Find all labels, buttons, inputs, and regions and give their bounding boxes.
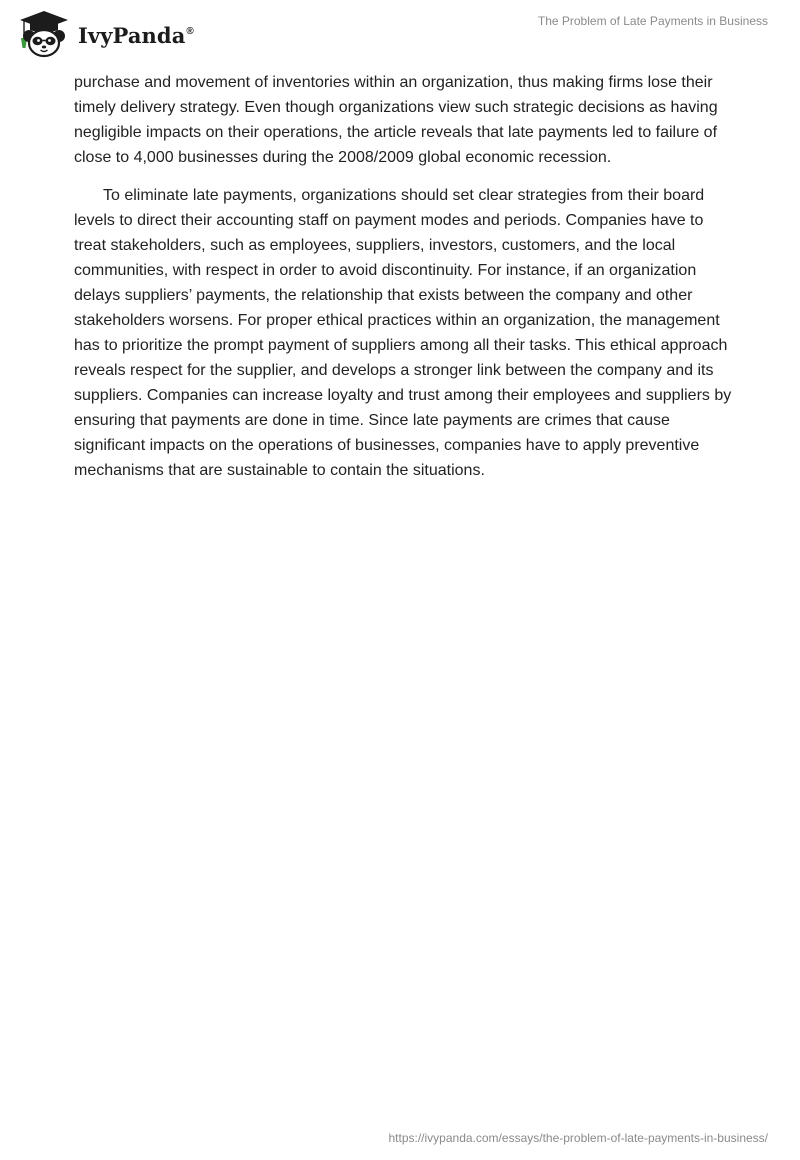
- paragraph: To eliminate late payments, organizations should set clear strategies from their board levels to direct their accounting staff on payment modes and periods. Companies have to treat stakeholders, such as employees, suppliers, investors, customers, and the local communities, with respect in order to avoid discontinuity. For instance, if an organization delays suppliers’ payments, the relationship that exists between the company and other stakeholders worsens. For proper ethical practices within an organization, the management has to prioritize the prompt payment of suppliers among all their tasks. This ethical approach reveals respect for the supplier, and develops a stronger link between the company and its suppliers. Companies can increase loyalty and trust among their employees and suppliers by ensuring that payments are done in time. Since late payments are crimes that cause significant impacts on the operations of businesses, companies have to apply preventive mechanisms that are sustainable to contain the situations.: [74, 187, 732, 479]
- registered-mark: ®: [186, 25, 194, 37]
- page-header: [0, 0, 800, 70]
- essay-body: [74, 70, 734, 496]
- brand-name-text: IvyPanda: [78, 22, 186, 48]
- brand-name: [78, 23, 194, 48]
- paragraph-continuation: purchase and movement of inventories within an organization, thus making firms lose their timely delivery strategy. Even though organizations view such strategic decisions as having negligible impacts on their operations, the article reveals that late payments led to failure of close to 4,000 businesses during the 2008/2009 global economic recession.: [74, 74, 718, 166]
- source-url-link[interactable]: https://ivypanda.com/essays/the-problem-of-late-payments-in-business/: [388, 1131, 768, 1145]
- panda-graduation-cap-icon: [14, 8, 72, 58]
- document-title: The Problem of Late Payments in Business: [537, 14, 768, 28]
- brand-logo[interactable]: [14, 8, 194, 58]
